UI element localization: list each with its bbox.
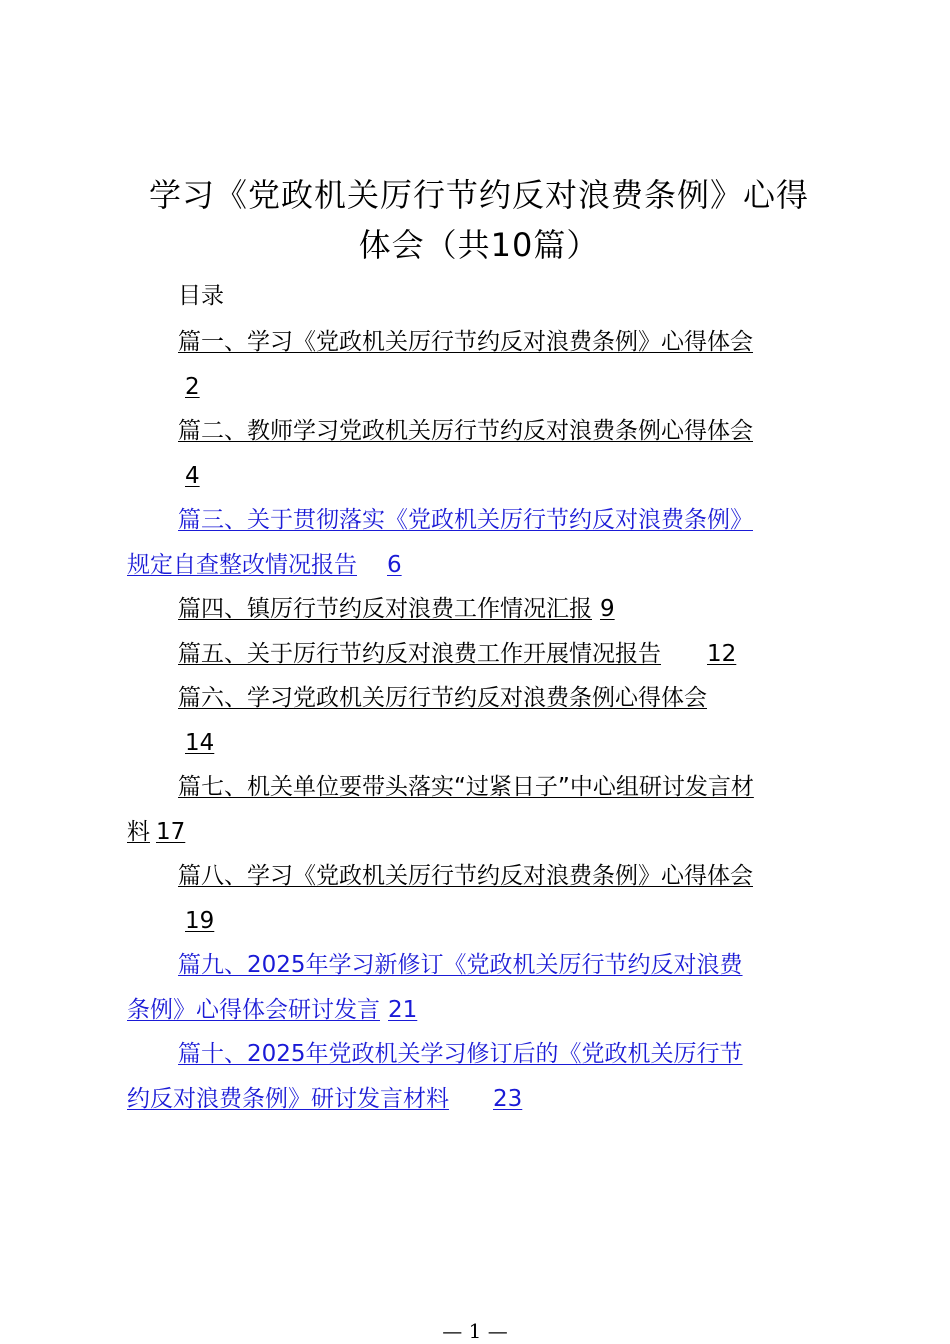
title-line-2: 体会（共10篇） [358, 226, 600, 264]
toc-entry-3-title-line2: 规定自查整改情况报告 [127, 551, 357, 578]
toc-entry-9-title: 篇九、2025年学习新修订《党政机关厉行节约反对浪费 [178, 952, 743, 978]
toc-entry-5[interactable] [127, 632, 827, 677]
toc-entry-2-page-line [127, 454, 827, 499]
toc-entry-6[interactable] [127, 676, 827, 765]
toc-entry-9-page: 21 [388, 996, 418, 1023]
toc-entry-7[interactable] [127, 765, 827, 854]
toc-entry-6-page-line [127, 721, 827, 766]
toc-entry-10-page: 23 [493, 1085, 523, 1112]
table-of-contents [127, 320, 827, 1121]
toc-entry-7-title: 篇七、机关单位要带头落实“过紧日子”中心组研讨发言材 [178, 774, 754, 800]
title-line-1: 学习《党政机关厉行节约反对浪费条例》心得 [148, 176, 809, 214]
toc-entry-8-title: 篇八、学习《党政机关厉行节约反对浪费条例》心得体会 [178, 863, 753, 889]
page-number: — 1 — [442, 1319, 508, 1343]
toc-entry-1[interactable] [127, 320, 827, 409]
toc-entry-10-title-line2: 约反对浪费条例》研讨发言材料 [127, 1085, 449, 1112]
toc-heading: 目录 [178, 283, 224, 309]
toc-entry-8-page-line [127, 899, 827, 944]
toc-entry-3-title: 篇三、关于贯彻落实《党政机关厉行节约反对浪费条例》 [178, 507, 753, 533]
toc-entry-7-title-cont [127, 810, 827, 855]
toc-entry-7-title-line2: 料 [127, 818, 150, 845]
toc-entry-1-page: 2 [185, 373, 200, 400]
toc-entry-6-title: 篇六、学习党政机关厉行节约反对浪费条例心得体会 [178, 685, 707, 711]
toc-entry-4-title: 篇四、镇厉行节约反对浪费工作情况汇报 [178, 596, 592, 622]
document-title [120, 170, 838, 270]
toc-entry-3-page: 6 [387, 551, 402, 578]
toc-entry-5-title: 篇五、关于厉行节约反对浪费工作开展情况报告 [178, 640, 661, 667]
toc-entry-9-title-cont [127, 988, 827, 1033]
toc-entry-8[interactable] [127, 854, 827, 943]
toc-entry-10-title: 篇十、2025年党政机关学习修订后的《党政机关厉行节 [178, 1041, 743, 1067]
toc-entry-1-page-line [127, 365, 827, 410]
toc-entry-5-page: 12 [707, 640, 737, 667]
toc-entry-5-line [127, 632, 827, 677]
toc-entry-10-title-cont [127, 1077, 827, 1122]
toc-entry-9-title-line2: 条例》心得体会研讨发言 [127, 996, 380, 1023]
toc-entry-4[interactable] [127, 587, 827, 632]
toc-entry-2-title: 篇二、教师学习党政机关厉行节约反对浪费条例心得体会 [178, 418, 753, 444]
toc-entry-10[interactable] [127, 1032, 827, 1121]
toc-entry-3-title-cont [127, 543, 827, 588]
toc-entry-2-page: 4 [185, 462, 200, 489]
toc-entry-4-page: 9 [600, 596, 615, 622]
toc-entry-1-title: 篇一、学习《党政机关厉行节约反对浪费条例》心得体会 [178, 329, 753, 355]
toc-entry-3[interactable] [127, 498, 827, 587]
toc-entry-7-page: 17 [156, 818, 186, 845]
toc-entry-2[interactable] [127, 409, 827, 498]
toc-entry-4-line [127, 587, 827, 632]
toc-entry-6-page: 14 [185, 729, 215, 756]
toc-entry-9[interactable] [127, 943, 827, 1032]
toc-entry-8-page: 19 [185, 907, 215, 934]
